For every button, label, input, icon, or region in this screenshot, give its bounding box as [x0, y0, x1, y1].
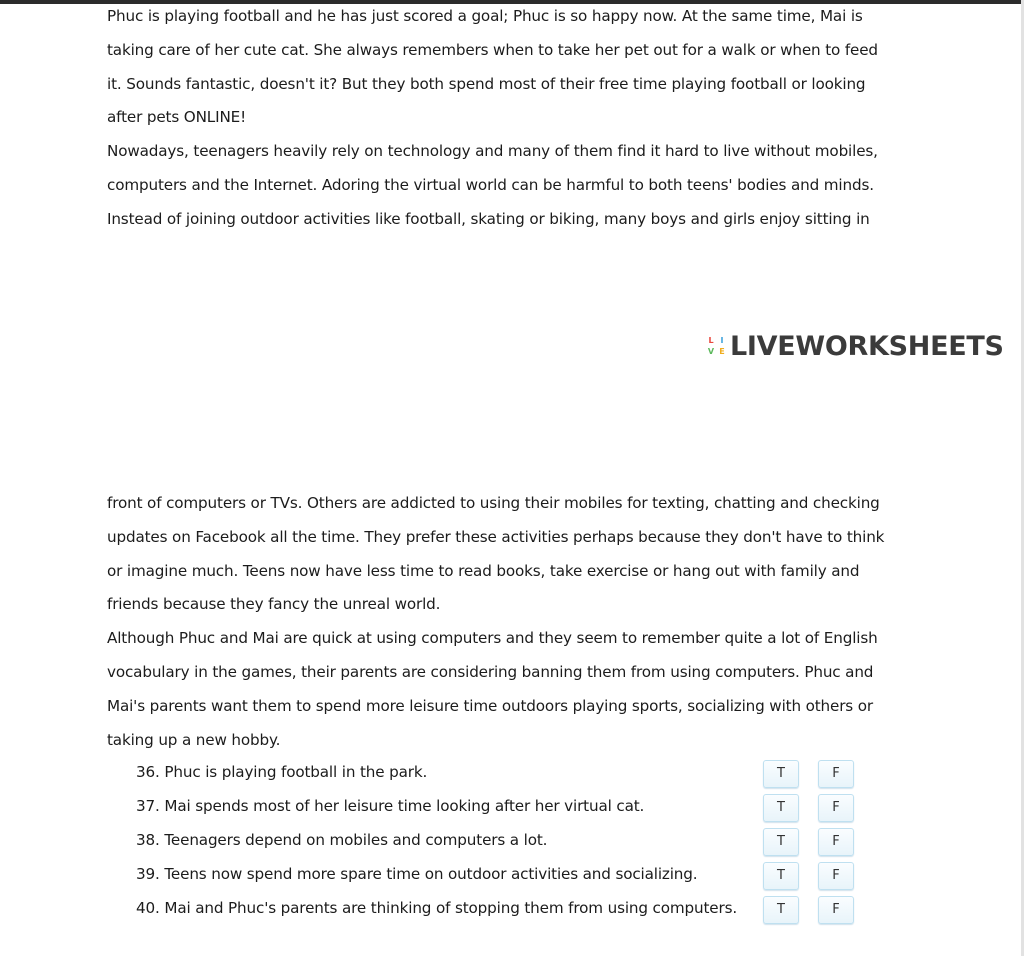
passage-part-1	[107, 0, 897, 237]
false-button[interactable]: F	[818, 794, 854, 822]
question-39	[136, 859, 876, 893]
question-text: 38. Teenagers depend on mobiles and computers a lot.	[136, 831, 548, 849]
paragraph-2: Nowadays, teenagers heavily rely on technology and many of them find it hard to live without mobiles, computers and the Internet. Adoring the virtual world can be harmful to both teens' bodies and minds. Instead of joining outdoor activities like football, skating or biking, many boys and girls enjoy sitting in	[107, 142, 878, 228]
false-button[interactable]: F	[818, 828, 854, 856]
true-false-questions	[136, 757, 876, 927]
brand-logo-icon	[706, 336, 727, 357]
true-button[interactable]: T	[763, 896, 799, 924]
logo-letter-l: L	[708, 336, 714, 345]
paragraph-4: Although Phuc and Mai are quick at using computers and they seem to remember quite a lot of English vocabulary in the games, their parents are considering banning them from using computers. Phuc and Mai's parents want them to spend more leisure time outdoors playing sports, socializing with others or taking up a new hobby.	[107, 629, 878, 749]
question-36	[136, 757, 876, 791]
true-button[interactable]: T	[763, 862, 799, 890]
logo-letter-v: V	[707, 347, 715, 356]
logo-letter-i: I	[720, 336, 724, 345]
true-button[interactable]: T	[763, 828, 799, 856]
question-text: 40. Mai and Phuc's parents are thinking of stopping them from using computers.	[136, 899, 738, 917]
question-text: 36. Phuc is playing football in the park.	[136, 763, 428, 781]
true-button[interactable]: T	[763, 794, 799, 822]
false-button[interactable]: F	[818, 896, 854, 924]
false-button[interactable]: F	[818, 862, 854, 890]
logo-letter-e: E	[719, 347, 725, 356]
paragraph-1: Phuc is playing football and he has just scored a goal; Phuc is so happy now. At the same time, Mai is taking care of her cute cat. She always remembers when to take her pet out for a walk or when to feed it. Sounds fantastic, doesn't it? But they both spend most of their free time playing football or looking after pets ONLINE!	[107, 7, 878, 127]
paragraph-3: front of computers or TVs. Others are addicted to using their mobiles for texting, chatting and checking updates on Facebook all the time. They prefer these activities perhaps because they don't have to think or imagine much. Teens now have less time to read books, take exercise or hang out with family and friends because they fancy the unreal world.	[107, 494, 885, 614]
question-38	[136, 825, 876, 859]
true-button[interactable]: T	[763, 760, 799, 788]
question-text: 39. Teens now spend more spare time on outdoor activities and socializing.	[136, 865, 698, 883]
question-40	[136, 893, 876, 927]
false-button[interactable]: F	[818, 760, 854, 788]
liveworksheets-logo	[706, 331, 1004, 362]
brand-name: LIVEWORKSHEETS	[730, 331, 1004, 362]
question-text: 37. Mai spends most of her leisure time looking after her virtual cat.	[136, 797, 645, 815]
question-37	[136, 791, 876, 825]
passage-part-2	[107, 487, 897, 757]
